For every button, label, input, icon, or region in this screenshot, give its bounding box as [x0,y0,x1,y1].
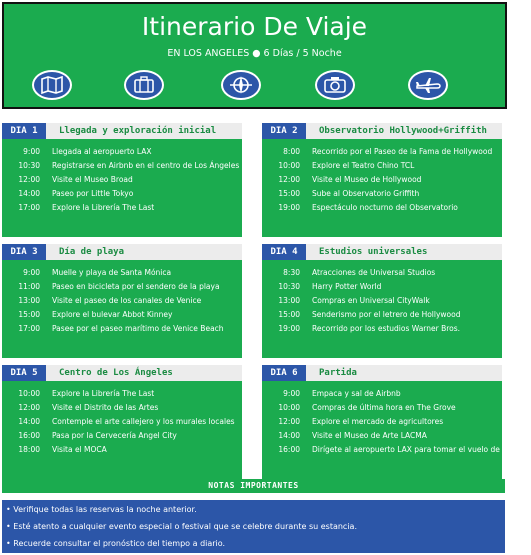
schedule-activity: Explore la Librería The Last [52,389,155,398]
schedule-row [2,187,242,201]
schedule-time: 16:00 [278,445,300,454]
note-item: • Esté atento a cualquier evento especial o festival que se celebre durante su estancia. [6,522,357,531]
day-card [262,123,502,237]
schedule-time: 12:00 [18,403,40,412]
day-label: DIA 3 [2,244,46,260]
schedule-activity: Atracciones de Universal Studios [312,268,436,277]
schedule-time: 8:00 [283,147,300,156]
schedule-time: 10:00 [18,389,40,398]
schedule-activity: Harry Potter World [312,282,382,291]
schedule-activity: Explore el mercado de agricultores [312,417,444,426]
day-title: Llegada y exploración inicial [59,126,217,136]
schedule-time: 9:00 [23,268,40,277]
schedule-activity: Visite el Museo Broad [52,175,133,184]
schedule-time: 15:00 [278,189,300,198]
schedule-row [2,173,242,187]
schedule-activity: Senderismo por el letrero de Hollywood [312,310,461,319]
schedule-activity: Recorrido por el Paseo de la Fama de Hollywood [312,147,493,156]
day-header [2,365,242,381]
day-card [2,123,242,237]
schedule-row [262,201,502,215]
schedule-row [2,443,242,457]
schedule-time: 12:00 [278,417,300,426]
schedule-row [262,294,502,308]
note-item: • Verifique todas las reservas la noche anterior. [6,505,197,514]
day-schedule [262,139,502,237]
schedule-activity: Registrarse en Airbnb en el centro de Los Ángeles [52,161,240,170]
schedule-row [262,415,502,429]
schedule-row [2,145,242,159]
day-header [2,244,242,260]
schedule-row [262,280,502,294]
schedule-time: 12:00 [278,175,300,184]
day-schedule [262,260,502,358]
schedule-time: 8:30 [283,268,300,277]
schedule-activity: Compras en Universal CityWalk [312,296,430,305]
schedule-activity: Muelle y playa de Santa Mónica [52,268,172,277]
itinerary-header [2,2,507,109]
schedule-time: 10:30 [18,161,40,170]
schedule-time: 13:00 [18,296,40,305]
schedule-activity: Explore la Librería The Last [52,203,155,212]
schedule-time: 16:00 [18,431,40,440]
schedule-time: 11:00 [18,282,40,291]
day-title: Centro de Los Ángeles [59,368,173,378]
day-title: Día de playa [59,247,125,257]
schedule-activity: Sube al Observatorio Griffith [312,189,420,198]
schedule-time: 10:30 [278,282,300,291]
schedule-time: 10:00 [278,161,300,170]
schedule-row [2,294,242,308]
day-card [262,244,502,358]
schedule-time: 14:00 [278,431,300,440]
schedule-time: 18:00 [18,445,40,454]
day-header [2,123,242,139]
schedule-activity: Visite el Distrito de las Artes [52,403,159,412]
schedule-time: 15:00 [18,310,40,319]
schedule-activity: Empaca y sal de Airbnb [312,389,401,398]
schedule-activity: Pasa por la Cervecería Angel City [52,431,177,440]
day-label: DIA 4 [262,244,306,260]
schedule-row [262,266,502,280]
schedule-activity: Visite el Museo de Arte LACMA [312,431,427,440]
notes-heading: NOTAS IMPORTANTES [2,479,505,493]
schedule-time: 9:00 [283,389,300,398]
schedule-time: 19:00 [278,203,300,212]
airplane-icon [408,70,448,100]
schedule-activity: Explore el bulevar Abbot Kinney [52,310,173,319]
schedule-time: 13:00 [278,296,300,305]
schedule-row [262,187,502,201]
day-card [262,365,531,479]
schedule-row [2,201,242,215]
day-card [2,365,242,479]
schedule-time: 17:00 [18,324,40,333]
schedule-activity: Visita el MOCA [52,445,107,454]
schedule-time: 15:00 [278,310,300,319]
day-label: DIA 6 [262,365,306,381]
schedule-time: 17:00 [18,203,40,212]
day-label: DIA 1 [2,123,46,139]
schedule-activity: Espectáculo nocturno del Observatorio [312,203,458,212]
schedule-row [2,401,242,415]
notes-panel [2,500,505,553]
schedule-row [262,159,502,173]
compass-icon [221,70,261,100]
day-label: DIA 5 [2,365,46,381]
day-label: DIA 2 [262,123,306,139]
schedule-time: 14:00 [18,417,40,426]
day-schedule [2,260,242,358]
schedule-activity: Explore el Teatro Chino TCL [312,161,415,170]
schedule-activity: Llegada al aeropuerto LAX [52,147,152,156]
day-title: Observatorio Hollywood+Griffith [319,126,487,136]
schedule-time: 12:00 [18,175,40,184]
note-item: • Recuerde consultar el pronóstico del tiempo a diario. [6,539,226,548]
schedule-row [2,429,242,443]
schedule-row [2,387,242,401]
schedule-row [262,401,502,415]
schedule-activity: Recorrido por los estudios Warner Bros. [312,324,461,333]
schedule-activity: Visite el paseo de los canales de Venice [52,296,202,305]
schedule-row [2,415,242,429]
schedule-activity: Contemple el arte callejero y los murales locales [52,417,235,426]
day-title: Estudios universales [319,247,428,257]
schedule-time: 9:00 [23,147,40,156]
page-title: Itinerario De Viaje [141,12,368,41]
schedule-row [262,429,502,443]
schedule-activity: Dirígete al aeropuerto LAX para tomar el vuelo de regreso [312,445,531,454]
schedule-row [2,159,242,173]
schedule-activity: Compras de última hora en The Grove [312,403,456,412]
schedule-row [262,387,502,401]
schedule-row [2,266,242,280]
schedule-row [262,308,502,322]
schedule-activity: Paseo por Little Tokyo [52,189,134,198]
map-icon [32,70,72,100]
day-schedule [262,381,531,479]
schedule-row [262,145,502,159]
day-schedule [2,139,242,237]
day-header [262,123,502,139]
schedule-row [2,280,242,294]
day-schedule [2,381,242,479]
schedule-time: 19:00 [278,324,300,333]
trip-subtitle: EN LOS ANGELES ● 6 Días / 5 Noche [167,48,342,59]
schedule-activity: Pasee por el paseo marítimo de Venice Beach [52,324,224,333]
icon-row [4,70,505,104]
schedule-row [2,322,242,336]
schedule-row [262,443,531,457]
day-card [2,244,242,358]
schedule-row [262,322,502,336]
schedule-time: 10:00 [278,403,300,412]
day-title: Partida [319,368,357,378]
schedule-row [2,308,242,322]
luggage-icon [124,70,164,100]
camera-icon [315,70,355,100]
day-header [262,244,502,260]
day-header [262,365,502,381]
schedule-activity: Paseo en bicicleta por el sendero de la playa [52,282,220,291]
schedule-row [262,173,502,187]
schedule-time: 14:00 [18,189,40,198]
schedule-activity: Visite el Museo de Hollywood [312,175,422,184]
